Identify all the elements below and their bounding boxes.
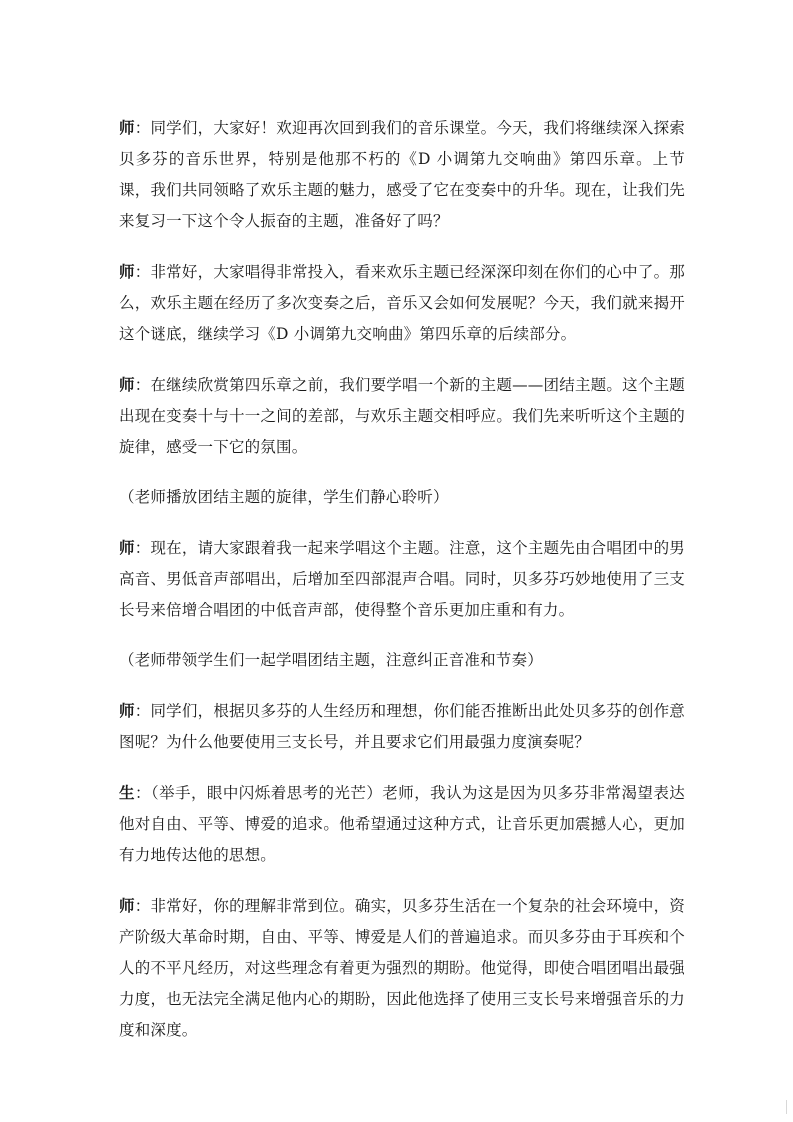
- document-page: [119, 112, 685, 1065]
- paragraph-7: [119, 890, 685, 1046]
- paragraph-text: ：同学们，根据贝多芬的人生经历和理想，你们能否推断出此处贝多芬的创作意图呢？为什么他要使用三支长号，并且要求它们用最强力度演奏呢？: [119, 702, 685, 751]
- stage-direction: （老师带领学生们一起学唱团结主题，注意纠正音准和节奏）: [119, 651, 543, 669]
- speaker-label: 生: [119, 783, 135, 802]
- stage-direction: （老师播放团结主题的旋律，学生们静心聆听）: [119, 488, 449, 506]
- paragraph-text: ：（举手，眼中闪烁着思考的光芒）老师，我认为这是因为贝多芬非常渴望表达他对自由、平等、博爱的追求。他希望通过这种方式，让音乐更加震撼人心，更加有力地传达他的思想。: [119, 784, 685, 864]
- paragraph-text: ：非常好，你的理解非常到位。确实，贝多芬生活在一个复杂的社会环境中，资产阶级大革命时期，自由、平等、博爱是人们的普遍追求。而贝多芬由于耳疾和个人的不平凡经历，对这些理念有着更为强烈的期盼。他觉得，即使合唱团唱出最强力度，也无法完全满足他内心的期盼，因此他选择了使用三支长号来增强音乐的力度和深度。: [119, 897, 685, 1039]
- speaker-label: 师: [119, 375, 135, 394]
- paragraph-text: ：在继续欣赏第四乐章之前，我们要学唱一个新的主题——团结主题。这个主题出现在变奏十与十一之间的差部，与欢乐主题交相呼应。我们先来听听这个主题的旋律，感受一下它的氛围。: [119, 376, 685, 456]
- speaker-label: 师: [119, 538, 135, 557]
- paragraph-6: [119, 777, 685, 871]
- paragraph-4: [119, 532, 685, 626]
- paragraph-text: ：同学们，大家好！欢迎再次回到我们的音乐课堂。今天，我们将继续深入探索贝多芬的音乐世界，特别是他那不朽的《D 小调第九交响曲》第四乐章。上节课，我们共同领略了欢乐主题的魅力，感受了它在变奏中的升华。现在，让我们先来复习一下这个令人振奋的主题，准备好了吗？: [119, 119, 685, 230]
- paragraph-2: [119, 256, 685, 350]
- paragraph-5: [119, 695, 685, 758]
- speaker-label: 师: [119, 118, 135, 137]
- speaker-label: 师: [119, 701, 135, 720]
- paragraph-text: ：现在，请大家跟着我一起来学唱这个主题。注意，这个主题先由合唱团中的男高音、男低音声部唱出，后增加至四部混声合唱。同时，贝多芬巧妙地使用了三支长号来倍增合唱团的中低音声部，使得整个音乐更加庄重和有力。: [119, 539, 685, 619]
- speaker-label: 师: [119, 262, 135, 281]
- paragraph-text: ：非常好，大家唱得非常投入，看来欢乐主题已经深深印刻在你们的心中了。那么，欢乐主题在经历了多次变奏之后，音乐又会如何发展呢？今天，我们就来揭开这个谜底，继续学习《D 小调第九交响曲》第四乐章的后续部分。: [119, 263, 685, 343]
- page-corner-mark: [786, 1100, 787, 1114]
- speaker-label: 师: [119, 896, 135, 915]
- paragraph-3: [119, 369, 685, 463]
- paragraph-1: [119, 112, 685, 237]
